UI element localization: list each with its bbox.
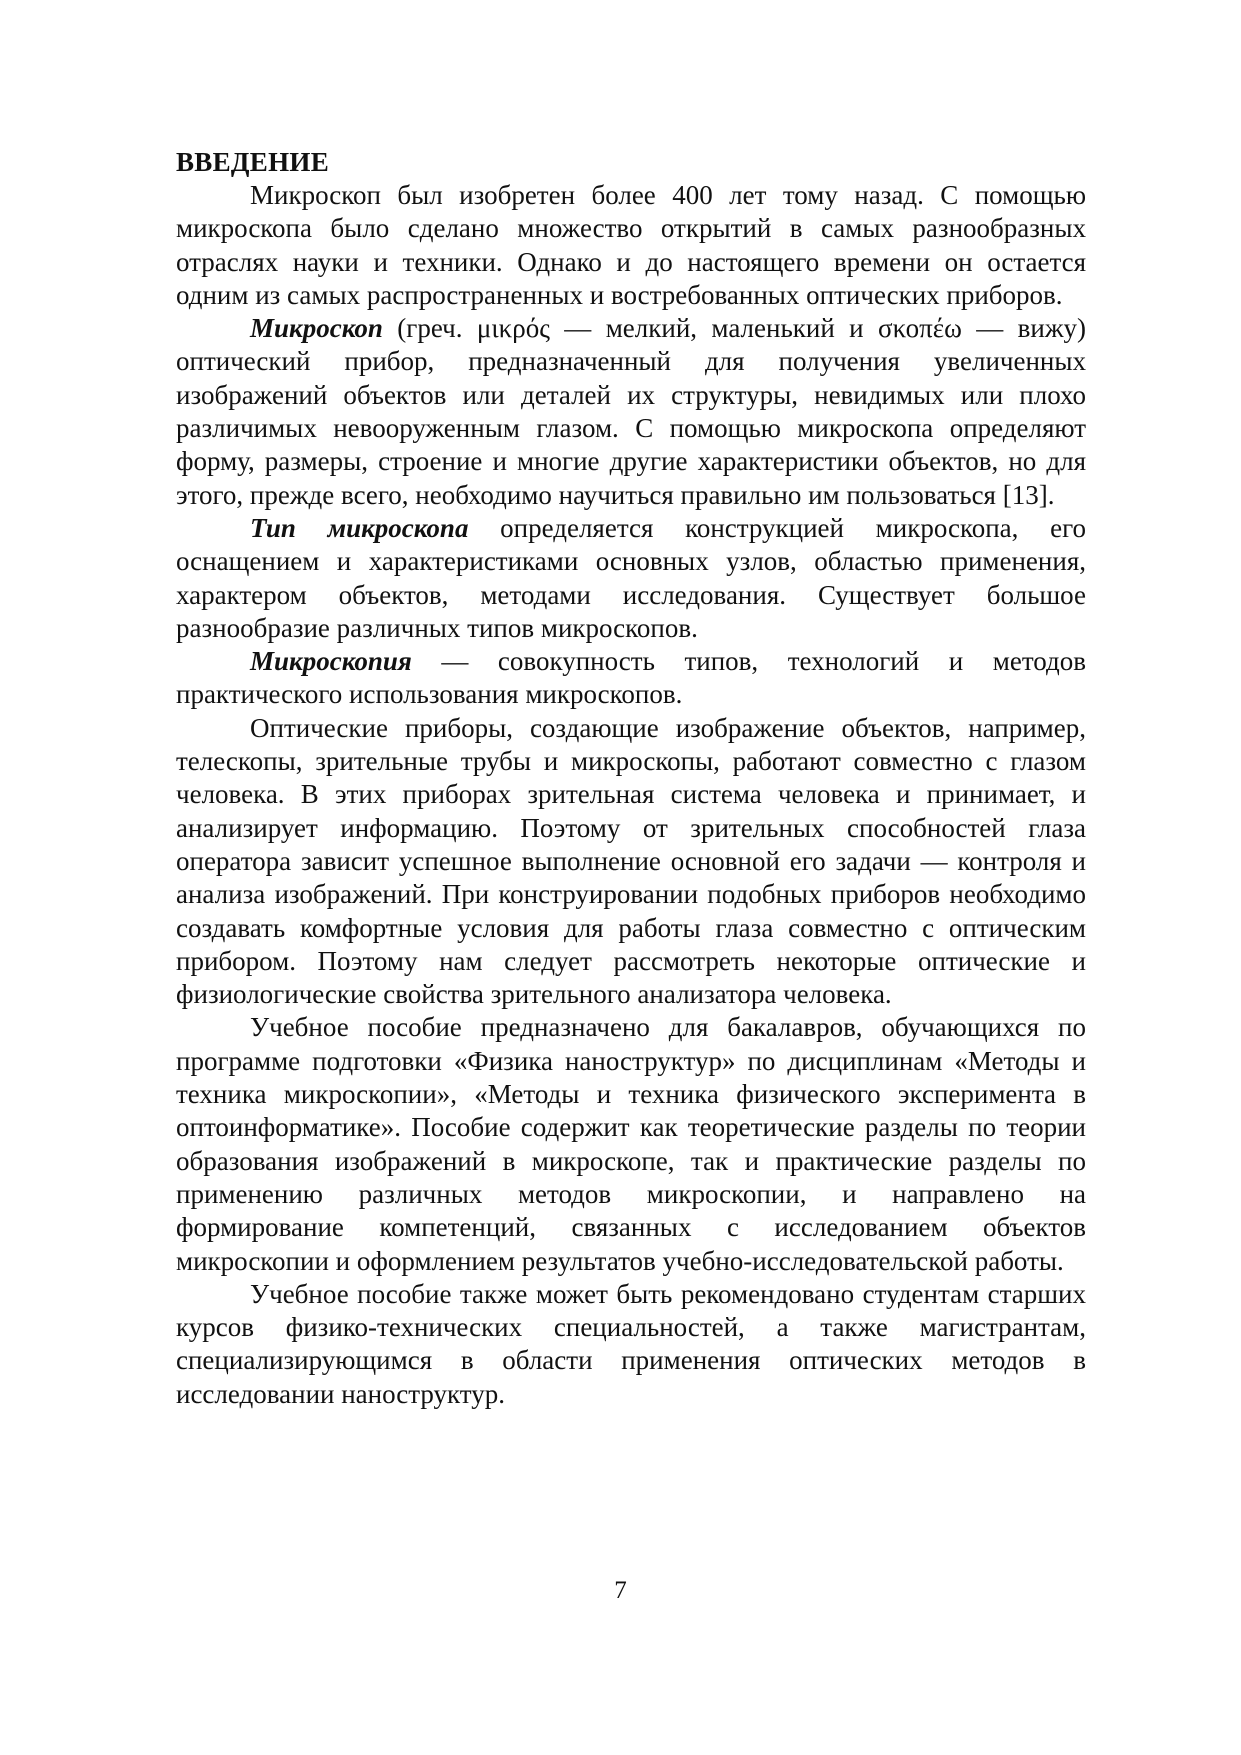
paragraph-text: Учебное пособие предназначено для бакалавров, обучающихся по программе подготовки «Физика наноструктур» по дисциплинам «Методы и техника микроскопии», «Методы и техника физического эксперимента в оптоинформатике». Пособие содержит как теоретические разделы по теории образования изображений в микроскопе, так и практические разделы по применению различных методов микроскопии, и направлено на формирование компетенций, связанных с исследованием объектов микроскопии и оформлением результатов учебно-исследовательской работы. — [176, 1012, 1086, 1276]
paragraph-optical-devices — [176, 712, 1086, 1012]
paragraph-text: Учебное пособие также может быть рекомендовано студентам старших курсов физико-технических специальностей, а также магистрантам, специализирующимся в области применения оптических методов в исследовании наноструктур. — [176, 1278, 1086, 1409]
paragraph-textbook-purpose — [176, 1011, 1086, 1277]
paragraph-microscopy — [176, 645, 1086, 712]
term-microscope-type: Тип микроскопа — [250, 512, 469, 543]
document-page — [176, 146, 1086, 1411]
paragraph-text: (греч. μικρός — мелкий, маленький и σκοπέω — вижу) оптический прибор, предназначенный для получения увеличенных изображений объектов или деталей их структуры, невидимых или плохо различимых невооруженным глазом. С помощью микроскопа определяют форму, размеры, строение и многие другие характеристики объектов, но для этого, прежде всего, необходимо научиться правильно им пользоваться [13]. — [176, 313, 1086, 510]
paragraph-intro — [176, 179, 1086, 312]
paragraph-microscope-definition — [176, 312, 1086, 512]
term-microscope: Микроскоп — [250, 313, 383, 344]
section-heading: ВВЕДЕНИЕ — [176, 147, 330, 177]
page-number: 7 — [614, 1577, 627, 1604]
term-microscopy: Микроскопия — [250, 646, 412, 677]
paragraph-textbook-audience — [176, 1278, 1086, 1411]
paragraph-text: Микроскоп был изобретен более 400 лет тому назад. С помощью микроскопа было сделано множество открытий в самых разнообразных отраслях науки и техники. Однако и до настоящего времени он остается одним из самых распространенных и востребованных оптических приборов. — [176, 180, 1086, 310]
paragraph-text: Оптические приборы, создающие изображение объектов, например, телескопы, зрительные трубы и микроскопы, работают совместно с глазом человека. В этих приборах зрительная система человека и принимает, и анализирует информацию. Поэтому от зрительных способностей глаза оператора зависит успешное выполнение основной его задачи — контроля и анализа изображений. При конструировании подобных приборов необходимо создавать комфортные условия для работы глаза совместно с оптическим прибором. Поэтому нам следует рассмотреть некоторые оптические и физиологические свойства зрительного анализатора человека. — [176, 712, 1086, 1010]
paragraph-text: — совокупность типов, технологий и методов практического использования микроскопов. — [176, 646, 1086, 710]
paragraph-microscope-type — [176, 512, 1086, 645]
paragraph-text: определяется конструкцией микроскопа, его оснащением и характеристиками основных узлов, областью применения, характером объектов, методами исследования. Существует большое разнообразие различных типов микроскопов. — [176, 512, 1087, 643]
